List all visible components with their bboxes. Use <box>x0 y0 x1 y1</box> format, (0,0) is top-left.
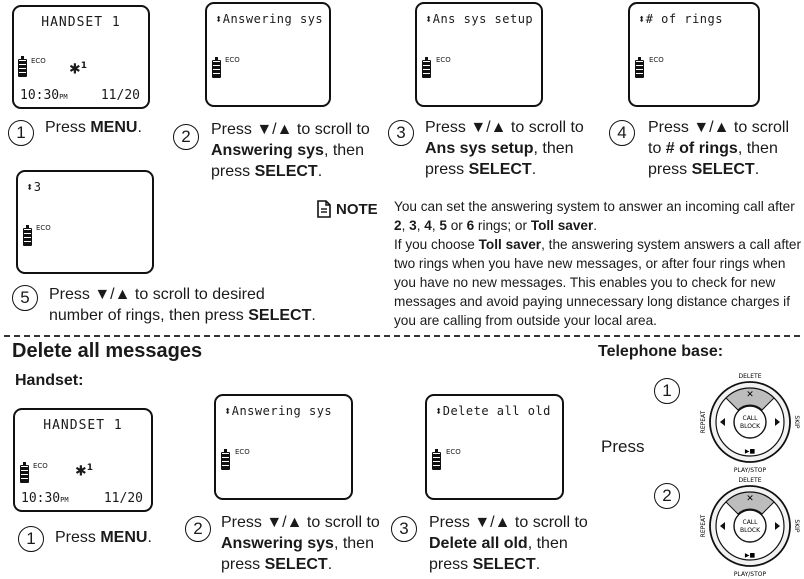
section-title: Delete all messages <box>12 340 203 362</box>
base-btn-left-label: REPEAT <box>700 410 707 434</box>
base-delete-button-2[interactable] <box>700 475 800 577</box>
base-btn-top-label: DELETE <box>738 477 762 484</box>
lcd-screen-ans-sys-setup <box>415 2 543 107</box>
step-1-text: Press MENU. <box>45 119 142 136</box>
call-block-label-1: CALL <box>742 519 758 526</box>
scroll-arrows-icon: ⬍ <box>435 404 443 418</box>
call-block-label-1: CALL <box>742 415 758 422</box>
screen-menu-line: ⬍# of rings <box>638 12 723 26</box>
battery-icon <box>221 452 230 470</box>
base-btn-right-label: SKIP <box>793 415 800 429</box>
lcd-screen-handset-idle <box>12 5 150 109</box>
play-stop-icon: ▶■ <box>744 552 756 559</box>
battery-icon <box>422 60 431 78</box>
call-block-label-2: BLOCK <box>739 423 761 430</box>
eco-label: ECO <box>436 56 451 64</box>
base-btn-left-label: REPEAT <box>700 514 707 538</box>
play-stop-icon: ▶■ <box>744 448 756 455</box>
delete-x-icon: ✕ <box>746 390 754 400</box>
screen-title: HANDSET 1 <box>43 418 123 433</box>
eco-label: ECO <box>649 56 664 64</box>
step-3-text: Press ▼/▲ to scroll to Ans sys setup, then press SELECT. <box>425 119 584 178</box>
lcd-screen-handset-idle-2 <box>13 408 153 512</box>
eco-label: ECO <box>235 448 250 456</box>
bt-count: 1 <box>80 61 87 71</box>
lcd-screen-answering-sys-2 <box>214 394 353 500</box>
screen-time: 10:30 <box>20 88 60 103</box>
lcd-screen-rings-3 <box>16 170 154 274</box>
screen-menu-line: ⬍3 <box>26 180 42 194</box>
screen-menu-line: ⬍Ans sys setup <box>425 12 534 26</box>
bluetooth-icon: ✱$^1$ <box>75 463 93 480</box>
screen-time: 10:30 <box>21 491 61 506</box>
screen-ampm: PM <box>59 93 68 101</box>
base-btn-top-label: DELETE <box>738 373 762 380</box>
lcd-screen-delete-all-old <box>425 394 564 500</box>
step-4-text: Press ▼/▲ to scroll to # of rings, then press SELECT. <box>648 119 790 178</box>
call-block-label-2: BLOCK <box>739 527 761 534</box>
scroll-arrows-icon: ⬍ <box>215 12 223 26</box>
section-divider <box>4 335 800 337</box>
screen-date: 11/20 <box>100 88 140 103</box>
battery-icon <box>212 60 221 78</box>
battery-icon <box>432 452 441 470</box>
step-number-5: 5 <box>12 285 38 311</box>
step-number-1: 1 <box>8 120 34 146</box>
eco-label: ECO <box>446 448 461 456</box>
eco-label: ECO <box>33 462 48 470</box>
battery-icon <box>20 465 29 483</box>
screen-menu-line: ⬍Answering sys <box>224 404 333 418</box>
screen-menu-line: ⬍Delete all old <box>435 404 551 418</box>
step-2-text: Press ▼/▲ to scroll to Answering sys, then press SELECT. <box>211 121 370 180</box>
step-5-text: Press ▼/▲ to scroll to desired number of rings, then press SELECT. <box>49 286 316 324</box>
base-press-label: Press <box>601 437 645 456</box>
step-number-3: 3 <box>388 120 414 146</box>
note-label: NOTE <box>316 200 378 218</box>
eco-label: ECO <box>36 224 51 232</box>
battery-icon <box>18 59 27 77</box>
battery-icon <box>635 60 644 78</box>
screen-status-bar <box>20 88 140 103</box>
note-text <box>394 197 802 330</box>
screen-status-bar <box>21 491 143 506</box>
delete-step-3-text: Press ▼/▲ to scroll to Delete all old, then press SELECT. <box>429 514 588 573</box>
telephone-base-label: Telephone base: <box>598 343 724 360</box>
note-icon <box>316 200 332 218</box>
screen-menu-line: ⬍Answering sys <box>215 12 324 26</box>
scroll-arrows-icon: ⬍ <box>26 180 34 194</box>
scroll-arrows-icon: ⬍ <box>638 12 646 26</box>
base-step-number-1: 1 <box>654 378 680 404</box>
scroll-arrows-icon: ⬍ <box>224 404 232 418</box>
delete-step-number-1: 1 <box>18 526 44 552</box>
step-number-2: 2 <box>173 124 199 150</box>
delete-step-2-text: Press ▼/▲ to scroll to Answering sys, then press SELECT. <box>221 514 380 573</box>
base-btn-bottom-label: PLAY/STOP <box>733 571 767 577</box>
delete-step-number-3: 3 <box>391 516 417 542</box>
base-delete-button-1[interactable] <box>700 371 800 473</box>
battery-icon <box>23 228 32 246</box>
handset-label: Handset: <box>15 372 84 389</box>
lcd-screen-answering-sys <box>205 2 331 107</box>
base-btn-bottom-label: PLAY/STOP <box>733 467 767 473</box>
eco-label: ECO <box>225 56 240 64</box>
delete-step-number-2: 2 <box>185 516 211 542</box>
note-paragraph-1: You can set the answering system to answer an incoming call after 2, 3, 4, 5 or 6 rings; or Toll saver. <box>394 199 795 233</box>
eco-label: ECO <box>31 57 46 65</box>
screen-title: HANDSET 1 <box>41 15 121 30</box>
screen-date: 11/20 <box>103 491 143 506</box>
delete-x-icon: ✕ <box>746 494 754 504</box>
step-number-4: 4 <box>609 120 635 146</box>
bluetooth-icon: ✱$^1$ <box>69 61 87 78</box>
scroll-arrows-icon: ⬍ <box>425 12 433 26</box>
lcd-screen-of-rings <box>628 2 760 107</box>
bt-count: 1 <box>86 463 93 473</box>
screen-ampm: PM <box>60 496 69 504</box>
note-paragraph-2: If you choose Toll saver, the answering system answers a call after two rings when you have new messages, or after four rings when you have no new messages. This enables you to check for new messages and avoid paying unnecessary long distance charges if you are calling from outside your local area. <box>394 237 802 328</box>
base-step-number-2: 2 <box>654 483 680 509</box>
delete-step-1-text: Press MENU. <box>55 529 152 546</box>
base-btn-right-label: SKIP <box>793 519 800 533</box>
